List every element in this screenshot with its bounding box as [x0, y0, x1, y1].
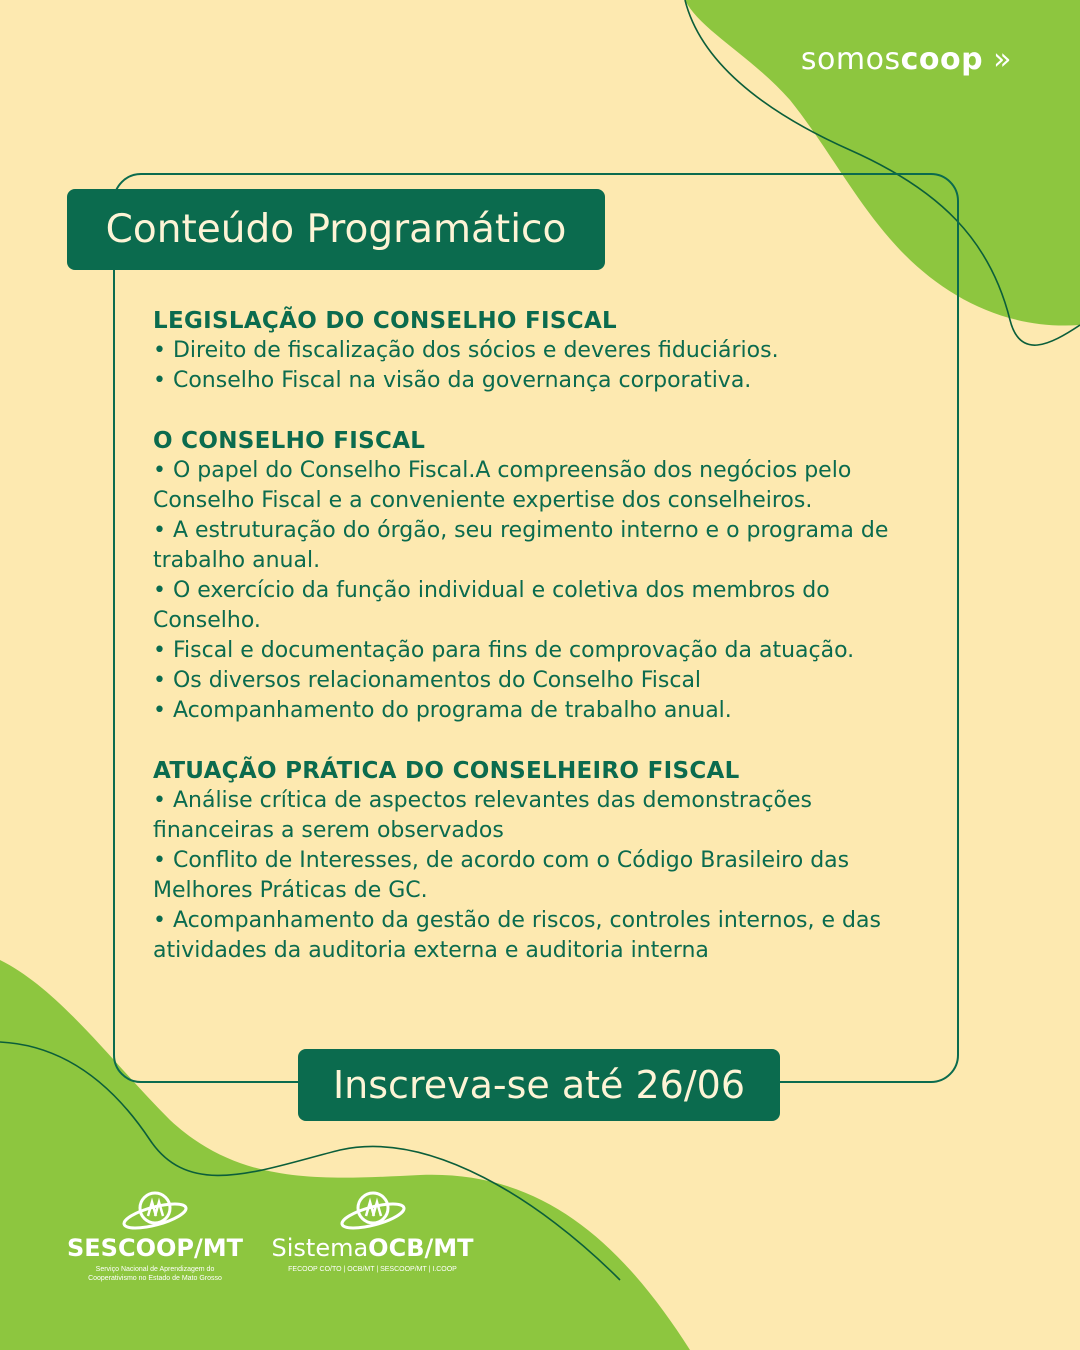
- cooperativism-symbol-icon: [338, 1190, 408, 1230]
- brand-somos: somos: [800, 42, 901, 77]
- program-content: [153, 306, 903, 996]
- ocb-name: [265, 1234, 480, 1262]
- brand-coop: coop: [900, 42, 984, 77]
- list-item: • Fiscal e documentação para fins de comprovação da atuação.: [153, 638, 855, 663]
- cooperativism-symbol-icon: [120, 1190, 190, 1230]
- list-item: • Direito de fiscalização dos sócios e deveres fiduciários.: [153, 338, 779, 363]
- section-heading: LEGISLAÇÃO DO CONSELHO FISCAL: [153, 308, 618, 334]
- sistema-ocb-logo: [265, 1190, 480, 1274]
- sescoop-logo: [60, 1190, 250, 1283]
- section-atuacao-pratica: [153, 756, 903, 966]
- list-item: • Conflito de Interesses, de acordo com o Código Brasileiro das Melhores Práticas de GC.: [153, 848, 850, 903]
- register-cta-button[interactable]: Inscreva-se até 26/06: [298, 1049, 780, 1121]
- section-heading: O CONSELHO FISCAL: [153, 428, 426, 454]
- list-item: • Conselho Fiscal na visão da governança corporativa.: [153, 368, 752, 393]
- section-heading: ATUAÇÃO PRÁTICA DO CONSELHEIRO FISCAL: [153, 758, 740, 784]
- list-item: • Acompanhamento da gestão de riscos, controles internos, e das atividades da auditoria externa e auditoria interna: [153, 908, 881, 963]
- sescoop-subtitle-2: Cooperativismo no Estado de Mato Grosso: [88, 1275, 222, 1282]
- list-item: • Acompanhamento do programa de trabalho anual.: [153, 698, 732, 723]
- section-legislacao: [153, 306, 903, 396]
- list-item: • A estruturação do órgão, seu regimento interno e o programa de trabalho anual.: [153, 518, 889, 573]
- list-item: • Os diversos relacionamentos do Conselho Fiscal: [153, 668, 702, 693]
- section-conselho-fiscal: [153, 426, 903, 726]
- brand-arrow-icon: »: [983, 42, 1012, 77]
- sescoop-subtitle-1: Serviço Nacional de Aprendizagem do: [95, 1266, 215, 1273]
- ocb-name-bold: OCB/MT: [368, 1234, 474, 1262]
- list-item: • O exercício da função individual e coletiva dos membros do Conselho.: [153, 578, 830, 633]
- sescoop-name: SESCOOP/MT: [67, 1234, 243, 1262]
- list-item: • O papel do Conselho Fiscal.A compreensão dos negócios pelo Conselho Fiscal e a conveniente expertise dos conselheiros.: [153, 458, 852, 513]
- somoscoop-logo: [801, 42, 1012, 77]
- page-title: Conteúdo Programático: [67, 189, 605, 270]
- list-item: • Análise crítica de aspectos relevantes das demonstrações financeiras a serem observados: [153, 788, 813, 843]
- ocb-subtitle: FECOOP CO/TO | OCB/MT | SESCOOP/MT | I.COOP: [288, 1266, 457, 1273]
- ocb-name-light: Sistema: [271, 1234, 369, 1262]
